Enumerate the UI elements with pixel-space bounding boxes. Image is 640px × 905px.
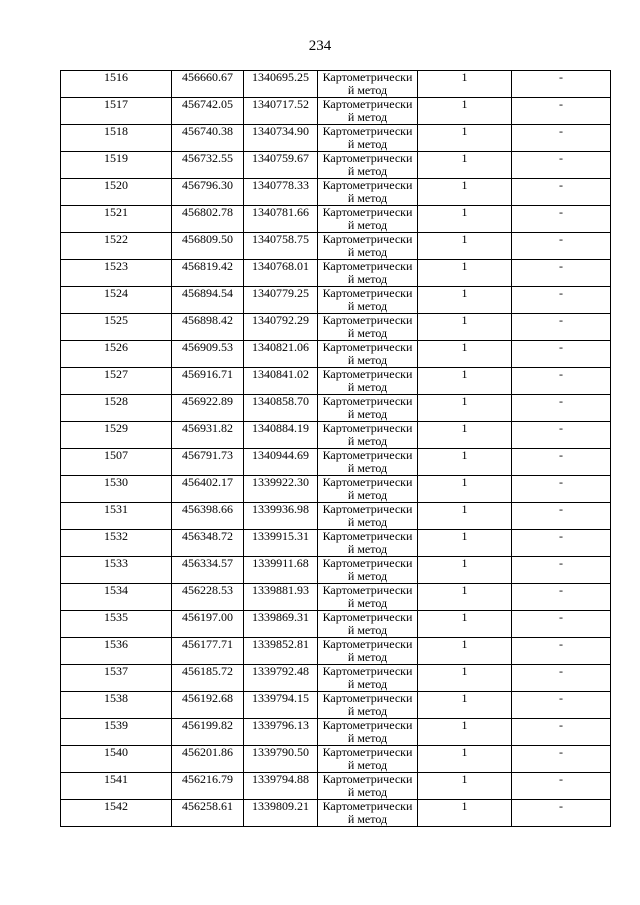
accuracy-cell: 1 [418,395,512,422]
y-coordinate-cell: 1340768.01 [244,260,318,287]
method-line-1: Картометрически [322,610,413,624]
table-row [61,206,611,233]
accuracy-cell: 1 [418,98,512,125]
note-cell: - [512,746,611,773]
accuracy-cell: 1 [418,125,512,152]
accuracy-cell: 1 [418,368,512,395]
point-id-cell: 1536 [61,638,172,665]
x-coordinate-cell: 456809.50 [172,233,244,260]
point-id-cell: 1518 [61,125,172,152]
method-cell [318,557,418,584]
method-line-1: Картометрически [322,313,413,327]
point-id-cell: 1517 [61,98,172,125]
table-row [61,530,611,557]
method-line-1: Картометрически [322,475,413,489]
table-row [61,800,611,827]
table-row [61,503,611,530]
method-line-2: й метод [347,137,388,151]
method-line-2: й метод [347,758,388,772]
y-coordinate-cell: 1340758.75 [244,233,318,260]
y-coordinate-cell: 1340734.90 [244,125,318,152]
method-line-1: Картометрически [322,232,413,246]
method-line-1: Картометрически [322,556,413,570]
note-cell: - [512,773,611,800]
method-line-2: й метод [347,272,388,286]
y-coordinate-cell: 1340821.06 [244,341,318,368]
method-cell [318,179,418,206]
method-cell [318,287,418,314]
x-coordinate-cell: 456742.05 [172,98,244,125]
method-line-2: й метод [347,110,388,124]
x-coordinate-cell: 456922.89 [172,395,244,422]
x-coordinate-cell: 456802.78 [172,206,244,233]
method-cell [318,125,418,152]
x-coordinate-cell: 456819.42 [172,260,244,287]
note-cell: - [512,692,611,719]
note-cell: - [512,206,611,233]
x-coordinate-cell: 456192.68 [172,692,244,719]
note-cell: - [512,503,611,530]
accuracy-cell: 1 [418,476,512,503]
table-row [61,719,611,746]
method-line-2: й метод [347,299,388,313]
accuracy-cell: 1 [418,71,512,98]
coordinates-table-body [61,71,611,827]
accuracy-cell: 1 [418,503,512,530]
note-cell: - [512,476,611,503]
method-line-2: й метод [347,488,388,502]
accuracy-cell: 1 [418,152,512,179]
point-id-cell: 1530 [61,476,172,503]
method-line-1: Картометрически [322,691,413,705]
method-cell [318,152,418,179]
x-coordinate-cell: 456199.82 [172,719,244,746]
x-coordinate-cell: 456894.54 [172,287,244,314]
table-row [61,746,611,773]
method-cell [318,98,418,125]
point-id-cell: 1522 [61,233,172,260]
method-line-1: Картометрически [322,205,413,219]
accuracy-cell: 1 [418,773,512,800]
table-row [61,557,611,584]
note-cell: - [512,530,611,557]
y-coordinate-cell: 1339911.68 [244,557,318,584]
note-cell: - [512,395,611,422]
table-row [61,395,611,422]
method-line-2: й метод [347,704,388,718]
y-coordinate-cell: 1340944.69 [244,449,318,476]
table-row [61,773,611,800]
x-coordinate-cell: 456216.79 [172,773,244,800]
method-line-1: Картометрически [322,529,413,543]
note-cell: - [512,71,611,98]
method-cell [318,233,418,260]
y-coordinate-cell: 1340759.67 [244,152,318,179]
x-coordinate-cell: 456348.72 [172,530,244,557]
x-coordinate-cell: 456660.67 [172,71,244,98]
method-line-2: й метод [347,191,388,205]
y-coordinate-cell: 1340781.66 [244,206,318,233]
x-coordinate-cell: 456201.86 [172,746,244,773]
method-cell [318,341,418,368]
y-coordinate-cell: 1340779.25 [244,287,318,314]
method-cell [318,422,418,449]
table-row [61,341,611,368]
method-line-2: й метод [347,218,388,232]
method-line-2: й метод [347,461,388,475]
y-coordinate-cell: 1339796.13 [244,719,318,746]
x-coordinate-cell: 456898.42 [172,314,244,341]
note-cell: - [512,179,611,206]
method-line-2: й метод [347,380,388,394]
method-cell [318,692,418,719]
method-line-1: Картометрически [322,799,413,813]
table-row [61,692,611,719]
method-line-2: й метод [347,812,388,826]
method-line-2: й метод [347,785,388,799]
x-coordinate-cell: 456916.71 [172,368,244,395]
method-line-1: Картометрически [322,421,413,435]
table-row [61,665,611,692]
y-coordinate-cell: 1339869.31 [244,611,318,638]
coordinates-table [60,70,611,827]
table-row [61,449,611,476]
point-id-cell: 1532 [61,530,172,557]
table-row [61,260,611,287]
y-coordinate-cell: 1340695.25 [244,71,318,98]
x-coordinate-cell: 456909.53 [172,341,244,368]
point-id-cell: 1540 [61,746,172,773]
note-cell: - [512,98,611,125]
method-cell [318,476,418,503]
x-coordinate-cell: 456258.61 [172,800,244,827]
accuracy-cell: 1 [418,719,512,746]
method-line-1: Картометрически [322,448,413,462]
point-id-cell: 1526 [61,341,172,368]
x-coordinate-cell: 456732.55 [172,152,244,179]
y-coordinate-cell: 1340778.33 [244,179,318,206]
accuracy-cell: 1 [418,314,512,341]
table-row [61,584,611,611]
table-row [61,287,611,314]
note-cell: - [512,638,611,665]
point-id-cell: 1533 [61,557,172,584]
y-coordinate-cell: 1340717.52 [244,98,318,125]
x-coordinate-cell: 456228.53 [172,584,244,611]
method-line-1: Картометрически [322,97,413,111]
x-coordinate-cell: 456334.57 [172,557,244,584]
accuracy-cell: 1 [418,233,512,260]
x-coordinate-cell: 456931.82 [172,422,244,449]
method-line-1: Картометрически [322,583,413,597]
page-number: 234 [308,38,332,54]
note-cell: - [512,719,611,746]
method-cell [318,206,418,233]
method-cell [318,71,418,98]
point-id-cell: 1539 [61,719,172,746]
method-line-1: Картометрически [322,394,413,408]
note-cell: - [512,287,611,314]
y-coordinate-cell: 1339936.98 [244,503,318,530]
y-coordinate-cell: 1340884.19 [244,422,318,449]
note-cell: - [512,557,611,584]
method-line-2: й метод [347,569,388,583]
accuracy-cell: 1 [418,692,512,719]
method-cell [318,638,418,665]
x-coordinate-cell: 456740.38 [172,125,244,152]
method-line-2: й метод [347,677,388,691]
method-line-1: Картометрически [322,124,413,138]
accuracy-cell: 1 [418,746,512,773]
y-coordinate-cell: 1340792.29 [244,314,318,341]
table-row [61,98,611,125]
method-cell [318,611,418,638]
y-coordinate-cell: 1340858.70 [244,395,318,422]
accuracy-cell: 1 [418,584,512,611]
method-line-1: Картометрически [322,718,413,732]
method-line-2: й метод [347,245,388,259]
note-cell: - [512,422,611,449]
y-coordinate-cell: 1339852.81 [244,638,318,665]
method-cell [318,314,418,341]
method-line-2: й метод [347,731,388,745]
y-coordinate-cell: 1339792.48 [244,665,318,692]
point-id-cell: 1531 [61,503,172,530]
method-line-1: Картометрически [322,772,413,786]
x-coordinate-cell: 456177.71 [172,638,244,665]
method-line-2: й метод [347,650,388,664]
table-row [61,125,611,152]
note-cell: - [512,584,611,611]
x-coordinate-cell: 456185.72 [172,665,244,692]
method-line-2: й метод [347,83,388,97]
point-id-cell: 1529 [61,422,172,449]
table-row [61,368,611,395]
accuracy-cell: 1 [418,557,512,584]
accuracy-cell: 1 [418,422,512,449]
method-cell [318,368,418,395]
y-coordinate-cell: 1339790.50 [244,746,318,773]
point-id-cell: 1534 [61,584,172,611]
table-row [61,152,611,179]
y-coordinate-cell: 1339809.21 [244,800,318,827]
x-coordinate-cell: 456402.17 [172,476,244,503]
method-cell [318,746,418,773]
table-row [61,638,611,665]
table-row [61,422,611,449]
method-line-1: Картометрически [322,745,413,759]
point-id-cell: 1519 [61,152,172,179]
point-id-cell: 1523 [61,260,172,287]
method-line-1: Картометрически [322,178,413,192]
note-cell: - [512,314,611,341]
accuracy-cell: 1 [418,341,512,368]
y-coordinate-cell: 1339922.30 [244,476,318,503]
method-line-2: й метод [347,515,388,529]
note-cell: - [512,368,611,395]
method-cell [318,530,418,557]
table-row [61,71,611,98]
accuracy-cell: 1 [418,260,512,287]
x-coordinate-cell: 456796.30 [172,179,244,206]
note-cell: - [512,233,611,260]
accuracy-cell: 1 [418,179,512,206]
method-line-1: Картометрически [322,637,413,651]
method-line-2: й метод [347,407,388,421]
note-cell: - [512,665,611,692]
point-id-cell: 1520 [61,179,172,206]
note-cell: - [512,152,611,179]
method-cell [318,800,418,827]
point-id-cell: 1507 [61,449,172,476]
x-coordinate-cell: 456791.73 [172,449,244,476]
method-line-1: Картометрически [322,151,413,165]
note-cell: - [512,341,611,368]
method-line-1: Картометрически [322,70,413,84]
note-cell: - [512,449,611,476]
note-cell: - [512,125,611,152]
method-line-2: й метод [347,596,388,610]
point-id-cell: 1527 [61,368,172,395]
table-row [61,611,611,638]
accuracy-cell: 1 [418,638,512,665]
method-line-2: й метод [347,434,388,448]
x-coordinate-cell: 456197.00 [172,611,244,638]
accuracy-cell: 1 [418,449,512,476]
method-line-1: Картометрически [322,259,413,273]
method-cell [318,449,418,476]
y-coordinate-cell: 1340841.02 [244,368,318,395]
note-cell: - [512,800,611,827]
method-cell [318,395,418,422]
method-cell [318,584,418,611]
accuracy-cell: 1 [418,206,512,233]
method-line-2: й метод [347,623,388,637]
y-coordinate-cell: 1339794.15 [244,692,318,719]
note-cell: - [512,260,611,287]
accuracy-cell: 1 [418,665,512,692]
method-cell [318,719,418,746]
point-id-cell: 1542 [61,800,172,827]
point-id-cell: 1535 [61,611,172,638]
table-row [61,314,611,341]
point-id-cell: 1525 [61,314,172,341]
method-line-2: й метод [347,164,388,178]
y-coordinate-cell: 1339915.31 [244,530,318,557]
y-coordinate-cell: 1339881.93 [244,584,318,611]
x-coordinate-cell: 456398.66 [172,503,244,530]
point-id-cell: 1524 [61,287,172,314]
accuracy-cell: 1 [418,611,512,638]
method-cell [318,503,418,530]
point-id-cell: 1538 [61,692,172,719]
method-line-1: Картометрически [322,340,413,354]
method-line-1: Картометрически [322,367,413,381]
point-id-cell: 1537 [61,665,172,692]
method-cell [318,773,418,800]
accuracy-cell: 1 [418,800,512,827]
point-id-cell: 1528 [61,395,172,422]
method-cell [318,665,418,692]
method-line-1: Картометрически [322,286,413,300]
point-id-cell: 1521 [61,206,172,233]
point-id-cell: 1541 [61,773,172,800]
accuracy-cell: 1 [418,530,512,557]
table-row [61,179,611,206]
note-cell: - [512,611,611,638]
y-coordinate-cell: 1339794.88 [244,773,318,800]
method-line-2: й метод [347,326,388,340]
method-line-2: й метод [347,353,388,367]
method-line-1: Картометрически [322,664,413,678]
table-row [61,233,611,260]
method-line-2: й метод [347,542,388,556]
method-line-1: Картометрически [322,502,413,516]
accuracy-cell: 1 [418,287,512,314]
table-row [61,476,611,503]
point-id-cell: 1516 [61,71,172,98]
method-cell [318,260,418,287]
